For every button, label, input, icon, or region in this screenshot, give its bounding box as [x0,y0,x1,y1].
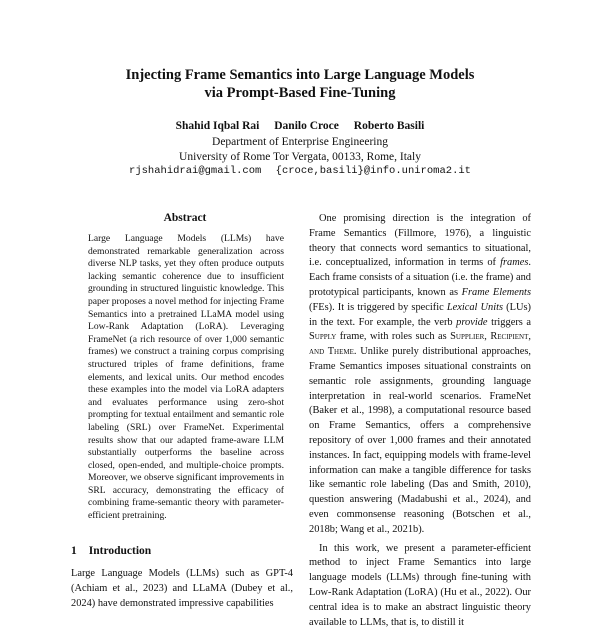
affiliation-department: Department of Enterprise Engineering [212,136,388,148]
section-title: Introduction [88,545,152,557]
paper-title-line-2: via Prompt-Based Fine-Tuning [204,85,396,101]
paragraph-this-work: In this work, we present a parameter-efficient method to inject Frame Semantics into large language models (LLMs) through fine-tuning with Low-Rank Adaptation (LoRA) (Hu et al., 2022). Our central idea is to make an abstract linguistic theory available to LLMs, that is, to distill it [309,542,531,628]
author-3: Roberto Basili [353,120,425,132]
abstract-text: Large Language Models (LLMs) have demonstrated remarkable generalization across diverse NLP tasks, yet they often produce outputs lacking semantic coherence due to insufficient grounding in structured linguistic knowledge. This paper proposes a novel method for injecting Frame Semantics into a pretrained LLaMA model using Low-Rank Adaptation (LoRA). Leveraging FrameNet (a rich resource of over 1,000 semantic frames) we construct a training corpus comprising structured triples of frame definitions, frame elements, and lexical units. Our method encodes these examples into the model via LoRA adapters and evaluates performance using zero-shot prompting for textual entailment and semantic role labeling (SRL) over FrameNet. Experimental results show that our adapted frame-aware LLM substantially outperforms the baseline across closed, open-ended, and multiple-choice prompts. Moreover, we observe significant improvements in SRL accuracy, demonstrating the efficacy of combining frame-semantic theory with parameter-efficient pretraining. [88,233,284,522]
introduction-text: Large Language Models (LLMs) such as GPT-4 (Achiam et al., 2023) and LLaMA (Dubey et al., 2024) have demonstrated impressive capabilities [71,568,293,609]
affiliation-university: University of Rome Tor Vergata, 00133, Rome, Italy [179,151,421,163]
section-heading-introduction [71,545,151,557]
abstract-heading: Abstract [163,212,207,224]
author-2: Danilo Croce [274,120,339,132]
right-column [309,212,531,630]
author-emails: rjshahidrai@gmail.com {croce,basili}@info.uniroma2.it [129,165,471,177]
paper-title-line-1: Injecting Frame Semantics into Large Language Models [125,67,475,83]
author-1: Shahid Iqbal Rai [175,120,260,132]
section-number: 1 [71,545,77,557]
paragraph-frame-semantics: One promising direction is the integration of Frame Semantics (Fillmore, 1976), a linguistic theory that connects word semantics to situational, i.e. conceptualized, information in terms of frames. Each frame consists of a situation (i.e. the frame) and prototypical participants, known as Frame Elements (FEs). It is triggered by specific Lexical Units (LUs) in the text. For example, the verb provide triggers a Supply frame, with roles such as Supplier, Recipient, and Theme. Unlike purely distributional approaches, Frame Semantics imposes situational constraints on semantic role assignments, grounding language interpretation in real-world scenarios. FrameNet (Baker et al., 1998), a computational resource based on Frame Semantics, offers a comprehensive repository of over 1,000 frames and their annotated instances. In fact, equipping models with frame-level information can make a tangible difference for tasks like semantic role labeling (Das and Smith, 2010), question answering (Madabushi et al., 2024), and even commonsense reasoning (Botschen et al., 2018b; Wang et al., 2021b). [309,213,531,535]
author-list [0,120,600,132]
